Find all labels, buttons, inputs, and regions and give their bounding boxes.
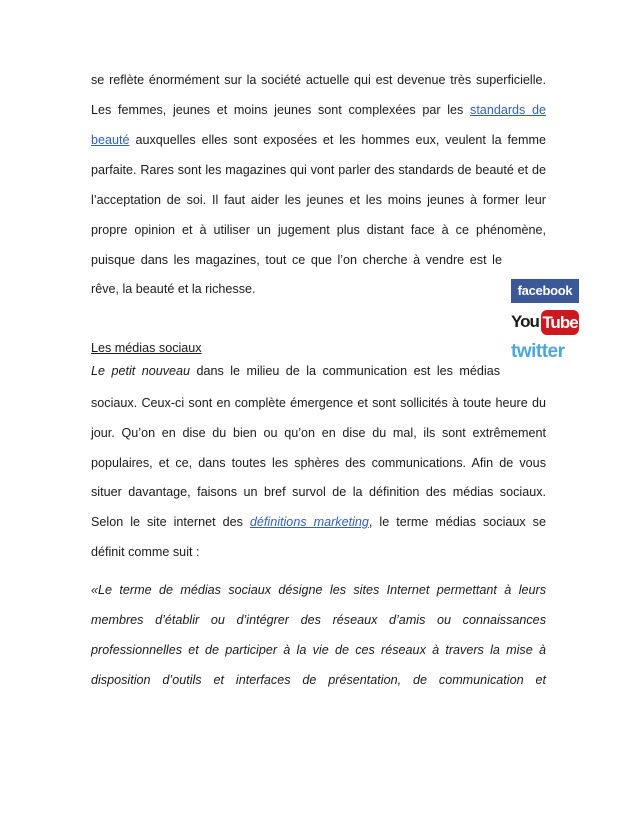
quote-line: disposition d’outils et interfaces de présentation, de communication et — [91, 673, 546, 687]
quote-line: «Le terme de médias sociaux désigne les sites Internet permettant à leurs — [91, 583, 546, 597]
paragraph-line: puisque dans les magazines, tout ce que l’on cherche à vendre est le — [91, 253, 502, 267]
paragraph-line — [91, 132, 546, 148]
social-media-logos — [511, 279, 581, 365]
youtube-logo-you: You — [511, 312, 539, 331]
text-span: dans le milieu de la communication est les médias — [196, 364, 500, 378]
text-span: auxquelles elles sont exposées et les hommes eux, veulent la femme — [135, 133, 547, 147]
section-heading: Les médias sociaux — [91, 341, 202, 355]
paragraph-line — [91, 514, 546, 530]
paragraph-line: populaires, et ce, dans toutes les sphères des communications. Afin de vous — [91, 456, 546, 470]
youtube-logo — [511, 310, 581, 336]
paragraph-line — [91, 102, 546, 118]
youtube-logo-tube: Tube — [541, 310, 579, 335]
standards-beaute-link[interactable]: standards de — [470, 103, 547, 117]
quote-line: professionnelles et de participer à la vie de ces réseaux à travers la mise à — [91, 643, 546, 657]
paragraph-line: situer davantage, faisons un bref survol de la définition des médias sociaux. — [91, 485, 546, 499]
paragraph-line: jour. Qu’on en dise du bien ou qu’on en dise du mal, ils sont extrêmement — [91, 426, 546, 440]
paragraph-line — [91, 363, 500, 379]
paragraph-line: se reflète énormément sur la société actuelle qui est devenue très superficielle. — [91, 73, 546, 87]
paragraph-line: définit comme suit : — [91, 545, 200, 559]
text-span: Selon le site internet des — [91, 515, 243, 529]
paragraph-line: propre opinion et à utiliser un jugement plus distant face à ce phénomène, — [91, 223, 546, 237]
text-span: Les femmes, jeunes et moins jeunes sont complexées par les — [91, 103, 464, 117]
paragraph-line: sociaux. Ceux-ci sont en complète émergence et sont sollicités à toute heure du — [91, 396, 546, 410]
twitter-logo: twitter — [511, 341, 565, 362]
standards-beaute-link-continued[interactable]: beauté — [91, 133, 130, 147]
paragraph-line: rêve, la beauté et la richesse. — [91, 282, 256, 296]
facebook-logo: facebook — [511, 279, 579, 303]
definitions-marketing-link[interactable]: définitions marketing — [249, 515, 369, 529]
paragraph-line: l’acceptation de soi. Il faut aider les jeunes et les moins jeunes à former leur — [91, 193, 546, 207]
quote-line: membres d’établir ou d’intégrer des réseaux d’amis ou connaissances — [91, 613, 546, 627]
text-span: , le terme médias sociaux se — [368, 515, 546, 529]
italic-span: Le petit nouveau — [91, 364, 191, 378]
paragraph-line: parfaite. Rares sont les magazines qui vont parler des standards de beauté et de — [91, 163, 546, 177]
